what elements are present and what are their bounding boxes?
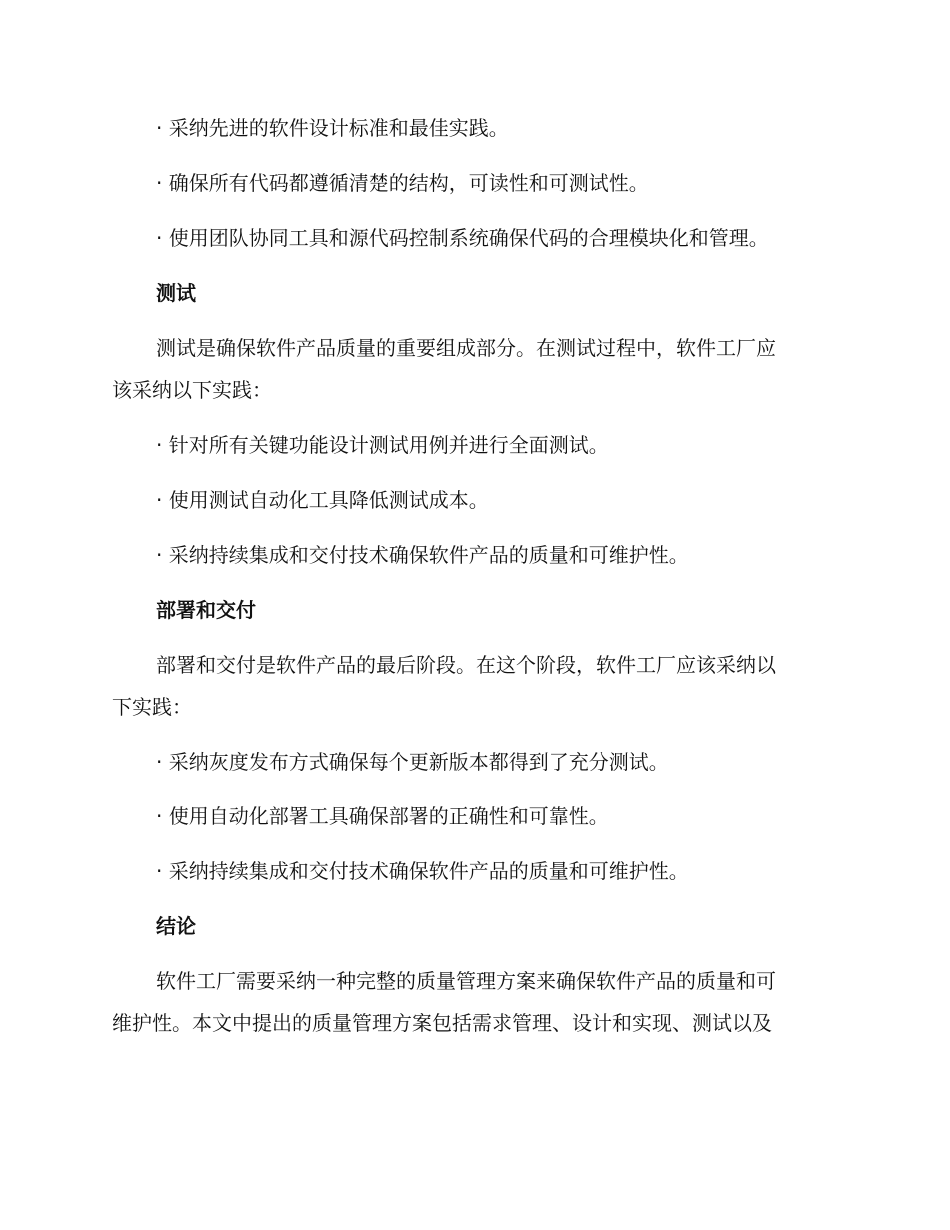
conclusion-paragraph-line-1: 软件工厂需要采纳一种完整的质量管理方案来确保软件产品的质量和可: [156, 969, 776, 993]
design-bullet-3: · 使用团队协同工具和源代码控制系统确保代码的合理模块化和管理。: [156, 226, 769, 250]
deployment-paragraph-line-2: 下实践：: [112, 695, 192, 719]
conclusion-heading: 结论: [156, 914, 196, 938]
deployment-bullet-1: · 采纳灰度发布方式确保每个更新版本都得到了充分测试。: [156, 750, 669, 774]
testing-paragraph-line-2: 该采纳以下实践：: [112, 378, 272, 402]
testing-bullet-3: · 采纳持续集成和交付技术确保软件产品的质量和可维护性。: [156, 543, 689, 567]
deployment-heading: 部署和交付: [156, 598, 256, 622]
design-bullet-1: · 采纳先进的软件设计标准和最佳实践。: [156, 116, 509, 140]
conclusion-paragraph-line-2: 维护性。本文中提出的质量管理方案包括需求管理、设计和实现、测试以及: [112, 1011, 772, 1035]
deployment-bullet-3: · 采纳持续集成和交付技术确保软件产品的质量和可维护性。: [156, 859, 689, 883]
testing-bullet-2: · 使用测试自动化工具降低测试成本。: [156, 488, 489, 512]
testing-bullet-1: · 针对所有关键功能设计测试用例并进行全面测试。: [156, 433, 609, 457]
deployment-bullet-2: · 使用自动化部署工具确保部署的正确性和可靠性。: [156, 804, 609, 828]
deployment-paragraph-line-1: 部署和交付是软件产品的最后阶段。在这个阶段，软件工厂应该采纳以: [156, 653, 776, 677]
testing-paragraph-line-1: 测试是确保软件产品质量的重要组成部分。在测试过程中，软件工厂应: [156, 336, 776, 360]
testing-heading: 测试: [156, 281, 196, 305]
design-bullet-2: · 确保所有代码都遵循清楚的结构，可读性和可测试性。: [156, 171, 649, 195]
